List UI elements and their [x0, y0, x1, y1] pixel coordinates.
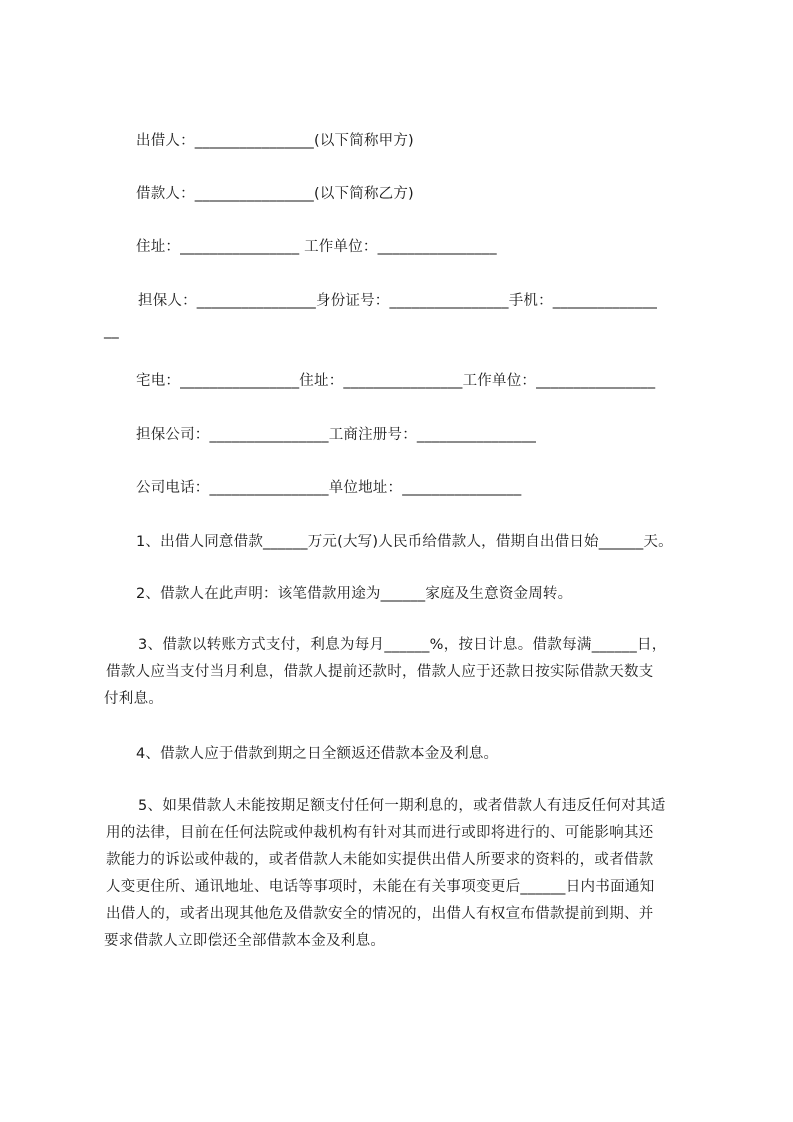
- clause-3-line-1: 3、借款以转账方式支付，利息为每月______%，按日计息。借款每满______日，: [138, 637, 667, 653]
- clause-5-line-3: 款能力的诉讼或仲裁的，或者借款人未能如实提供出借人所要求的资料的，或者借款: [106, 852, 654, 868]
- clause-3-line-3: 付利息。: [104, 691, 164, 707]
- clause-5-line-5: 出借人的，或者出现其他危及借款安全的情况的，出借人有权宣布借款提前到期、并: [106, 906, 654, 922]
- company-phone-field: 公司电话：________________单位地址：________________: [136, 480, 522, 496]
- address-work-field: 住址：________________ 工作单位：________________: [136, 239, 497, 255]
- lender-field: 出借人：________________(以下简称甲方): [136, 133, 414, 149]
- home-phone-field: 宅电：________________住址：________________工作单位：________________: [136, 373, 656, 389]
- guarantor-field: 担保人：________________身份证号：________________手机：______________: [138, 293, 658, 309]
- guarantor-field-continued: __: [104, 323, 119, 339]
- borrower-field: 借款人：________________(以下简称乙方): [136, 186, 414, 202]
- clause-5-line-4: 人变更住所、通讯地址、电话等事项时，未能在有关事项变更后______日内书面通知: [106, 879, 655, 895]
- clause-5-line-6: 要求借款人立即偿还全部借款本金及利息。: [104, 933, 386, 949]
- guarantee-company-field: 担保公司：________________工商注册号：________________: [136, 427, 537, 443]
- clause-3-line-2: 借款人应当支付当月利息，借款人提前还款时，借款人应于还款日按实际借款天数支: [106, 664, 654, 680]
- clause-4: 4、借款人应于借款到期之日全额返还借款本金及利息。: [136, 746, 499, 762]
- clause-5-line-2: 用的法律，目前在任何法院或仲裁机构有针对其而进行或即将进行的、可能影响其还: [106, 825, 654, 841]
- clause-1: 1、出借人同意借款______万元(大写)人民币给借款人，借期自出借日始______天。: [136, 534, 673, 550]
- clause-5-line-1: 5、如果借款人未能按期足额支付任何一期利息的，或者借款人有违反任何对其适: [138, 798, 666, 814]
- clause-2: 2、借款人在此声明：该笔借款用途为______家庭及生意资金周转。: [136, 586, 573, 602]
- clause-3: [104, 632, 667, 713]
- clause-5: [104, 793, 666, 955]
